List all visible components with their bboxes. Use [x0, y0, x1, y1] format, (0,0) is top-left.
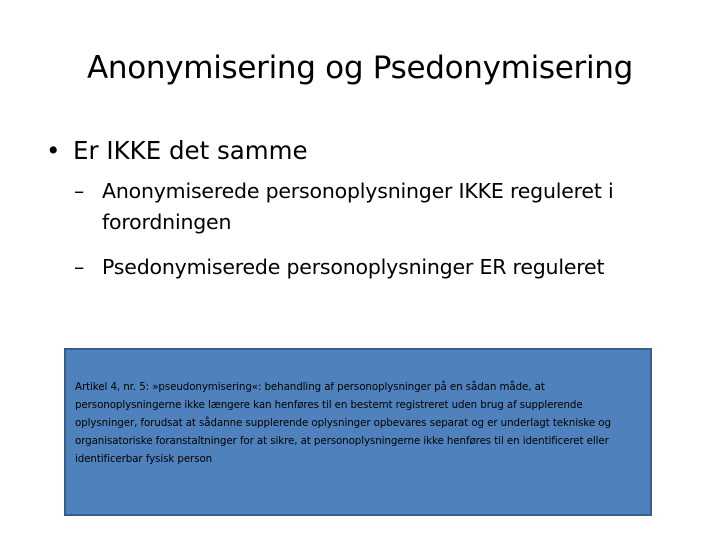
sub-bullet-text: Anonymiserede personoplysninger IKKE reguleret i forordningen: [102, 179, 614, 234]
sub-bullet-text: Psedonymiserede personoplysninger ER reguleret: [102, 255, 605, 279]
bullet-text: Er IKKE det samme: [73, 136, 308, 165]
sub-bullet-marker: –: [74, 255, 85, 279]
definition-callout-box: [64, 348, 652, 516]
sub-bullet-marker: –: [74, 179, 85, 203]
bullet-marker: •: [46, 136, 61, 165]
definition-callout-text: Artikel 4, nr. 5: »pseudonymisering«: behandling af personoplysninger på en sådan måde, at personoplysningerne ikke længere kan henføres til en bestemt registreret uden brug af supplerende oplysninger, forudsat at sådanne supplerende oplysninger opbevares separat og er underlagt tekniske og organisatoriske foranstaltninger for at sikre, at personoplysningerne ikke henføres til en identificeret eller identificerbar fysisk person: [75, 381, 611, 465]
slide-title: Anonymisering og Psedonymisering: [86, 50, 633, 86]
